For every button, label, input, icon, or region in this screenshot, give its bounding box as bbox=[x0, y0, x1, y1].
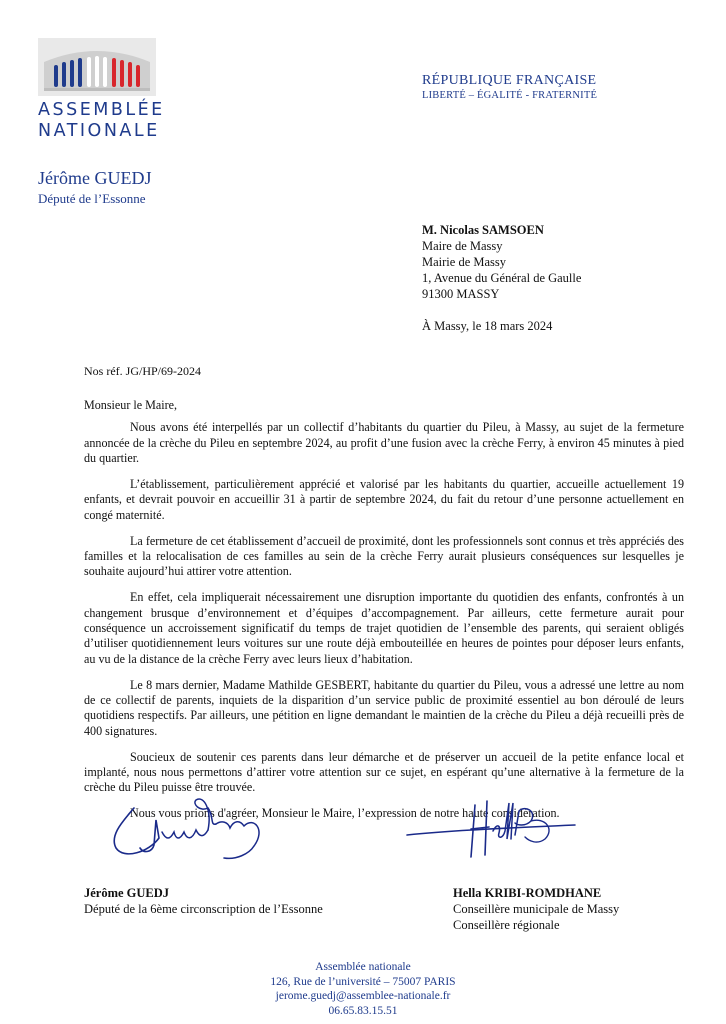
footer-phone: 06.65.83.15.51 bbox=[328, 1004, 398, 1017]
paragraph: Soucieux de soutenir ces parents dans leur démarche et de préserver un accueil de la petite enfance local et implanté, nous nous permettons d’attirer votre attention sur ce sujet, en espérant qu’une alternative à la fermeture de la crèche du Pileu puisse être trouvée. bbox=[84, 749, 684, 795]
signature-block-guedj bbox=[84, 885, 323, 917]
footer-email: jerome.guedj@assemblee-nationale.fr bbox=[275, 990, 451, 1002]
signature-image-kribi bbox=[405, 795, 585, 870]
signature-image-guedj bbox=[104, 790, 274, 875]
footer-line: Assemblée nationale bbox=[315, 961, 411, 973]
paragraph: Nous vous prions d'agréer, Monsieur le Maire, l’expression de notre haute considération. bbox=[130, 806, 560, 821]
recipient-line: 91300 MASSY bbox=[422, 287, 500, 301]
logo-line-1: ASSEMBLÉE bbox=[38, 100, 165, 120]
republic-motto: LIBERTÉ – ÉGALITÉ - FRATERNITÉ bbox=[422, 90, 598, 101]
recipient-line: Mairie de Massy bbox=[422, 255, 507, 269]
letter-body bbox=[84, 398, 684, 832]
hemicycle-icon bbox=[38, 38, 156, 96]
recipient-name: M. Nicolas SAMSOEN bbox=[422, 223, 544, 237]
logo-line-2: NATIONALE bbox=[38, 121, 160, 141]
reference: Nos réf. JG/HP/69-2024 bbox=[84, 364, 201, 378]
sender-role: Député de l’Essonne bbox=[38, 191, 146, 206]
paragraph: En effet, cela impliquerait nécessairement une disruption importante du quotidien des enfants, confrontés à un changement brusque d’environnement et d’équipes d’accompagnement. Par ailleurs, cette fermeture aurait pour conséquence un accroissement significatif du temps de trajet quotidien de l’ensemble des parents, qui seraient obligés d’utiliser quotidiennement leurs voitures sur une route déjà embouteillée en heures de pointes pour déposer leurs enfants, au vu de la distance de la crèche Ferry avec leurs lieux d’habitation. bbox=[84, 590, 684, 666]
logo-wordmark bbox=[38, 100, 165, 142]
place-date: À Massy, le 18 mars 2024 bbox=[422, 319, 553, 333]
signatory-name: Jérôme GUEDJ bbox=[84, 886, 170, 900]
footer-address bbox=[0, 960, 726, 1018]
recipient-line: Maire de Massy bbox=[422, 239, 503, 253]
paragraph: Nous avons été interpellés par un collectif d’habitants du quartier du Pileu, à Massy, au sujet de la fermeture annoncée de la crèche du Pileu en septembre 2024, au profit d’une fusion avec la crèche Ferry, à environ 45 minutes à pied du quartier. bbox=[84, 420, 684, 465]
signatory-title: Député de la 6ème circonscription de l’Essonne bbox=[84, 902, 323, 916]
recipient-address bbox=[422, 222, 581, 302]
salutation: Monsieur le Maire, bbox=[84, 398, 178, 412]
paragraph: L’établissement, particulièrement apprécié et valorisé par les habitants du quartier, accueille actuellement 19 enfants, et devrait pouvoir en accueillir 31 à partir de septembre 2024, du fait du retour d’une personne actuellement en congé maternité. bbox=[84, 476, 684, 522]
republic-title: RÉPUBLIQUE FRANÇAISE bbox=[422, 73, 597, 88]
signatory-title: Conseillère municipale de Massy bbox=[453, 902, 620, 916]
signatory-title: Conseillère régionale bbox=[453, 918, 560, 932]
sender-block bbox=[38, 168, 151, 207]
footer-line: 126, Rue de l’université – 75007 PARIS bbox=[270, 975, 456, 988]
handwritten-signature-icon bbox=[405, 795, 585, 865]
republique-header bbox=[422, 73, 597, 101]
recipient-line: 1, Avenue du Général de Gaulle bbox=[422, 271, 582, 285]
handwritten-signature-icon bbox=[104, 790, 274, 870]
assemblee-nationale-logo bbox=[38, 38, 165, 142]
paragraph: Le 8 mars dernier, Madame Mathilde GESBERT, habitante du quartier du Pileu, vous a adressé une lettre au nom de ce collectif de parents, inquiets de la disparition d’un service public de proximité essentiel au bon déroulé de leurs quotidiens respectifs. Par ailleurs, une pétition en ligne demandant le maintien de la crèche du Pileu a déjà recueilli près de 400 signatures. bbox=[84, 677, 684, 738]
paragraph: La fermeture de cet établissement d’accueil de proximité, dont les professionnels sont connus et très appréciés des familles et la relocalisation de ces familles au sein de la crèche Ferry aurait plusieurs conséquences sur lesquelles je souhaite aujourd’hui attirer votre attention. bbox=[84, 533, 684, 579]
signatory-name: Hella KRIBI-ROMDHANE bbox=[453, 886, 602, 900]
signature-block-kribi bbox=[453, 885, 619, 933]
sender-name: Jérôme GUEDJ bbox=[38, 168, 152, 188]
